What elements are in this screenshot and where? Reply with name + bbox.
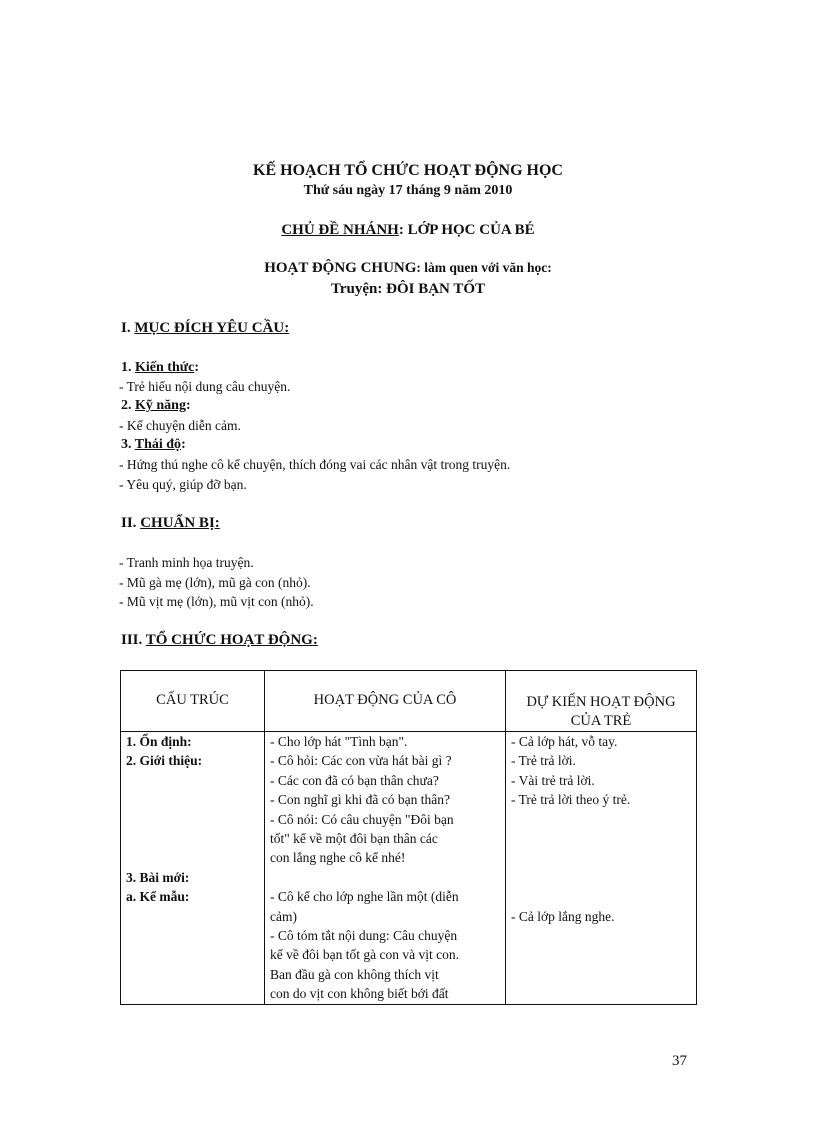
teacher-line: - Cô hỏi: Các con vừa hát bài gì ? <box>270 753 452 769</box>
skills-prefix: 2. <box>121 398 135 413</box>
attitude-suffix: : <box>181 437 186 452</box>
teacher-line: cảm) <box>270 908 297 924</box>
section-3-prefix: III. <box>121 632 146 648</box>
skills-suffix: : <box>185 398 191 413</box>
attitude-prefix: 3. <box>121 437 135 452</box>
teacher-line: - Cô kể cho lớp nghe lần một (diễn <box>270 889 459 905</box>
section-2-heading <box>121 515 220 532</box>
section-1-suffix: : <box>284 320 290 336</box>
teacher-line: - Cho lớp hát "Tình bạn". <box>270 734 408 749</box>
attitude-item: - Hứng thú nghe cô kể chuyện, thích đóng vai các nhân vật trong truyện. <box>119 457 511 472</box>
document-title: KẾ HOẠCH TỔ CHỨC HOẠT ĐỘNG HỌC <box>253 162 563 179</box>
structure-cell <box>121 732 265 1005</box>
teacher-line: con do vịt con không biết bới đất <box>270 986 449 1002</box>
topic-line <box>0 222 816 239</box>
section-1-prefix: I. <box>121 320 135 336</box>
section-3-heading <box>121 632 318 649</box>
section-2-title: CHUẨN BỊ <box>140 515 215 531</box>
document-date: Thứ sáu ngày 17 tháng 9 năm 2010 <box>303 183 513 198</box>
topic-value: : LỚP HỌC CỦA BÉ <box>398 222 535 238</box>
section-3-suffix: : <box>312 632 318 648</box>
children-line: - Cả lớp lắng nghe. <box>511 908 615 924</box>
structure-item: 2. Giới thiệu: <box>126 753 203 769</box>
section-1-heading <box>121 320 289 337</box>
structure-item: 1. Ổn định: <box>126 734 192 749</box>
section-2-suffix: : <box>214 515 220 531</box>
activity-table <box>120 670 697 1005</box>
children-line: - Cả lớp hát, vỗ tay. <box>511 734 618 749</box>
teacher-line: Ban đầu gà con không thích vịt <box>270 966 439 982</box>
topic-label: CHỦ ĐỀ NHÁNH <box>281 222 399 238</box>
children-line: - Vài trẻ trả lời. <box>511 772 595 788</box>
teacher-line: kể về đôi bạn tốt gà con và vịt con. <box>270 947 459 963</box>
children-line: - Trẻ trả lời. <box>511 753 576 769</box>
knowledge-label: Kiến thức <box>135 360 195 375</box>
attitude-label: Thái độ <box>134 437 182 452</box>
table-header-teacher: HOẠT ĐỘNG CỦA CÔ <box>265 671 506 732</box>
story-title: Truyện: ĐÔI BẠN TỐT <box>330 281 486 297</box>
teacher-line: con lắng nghe cô kể nhé! <box>270 850 406 866</box>
skills-heading <box>121 398 191 414</box>
teacher-line: - Con nghĩ gì khi đã có bạn thân? <box>270 792 450 808</box>
activity-value: : làm quen với văn học: <box>416 260 552 275</box>
teacher-activity-cell <box>265 732 506 1005</box>
activity-label: HOẠT ĐỘNG CHUNG <box>264 260 417 276</box>
attitude-item: - Yêu quý, giúp đỡ bạn. <box>119 477 247 492</box>
teacher-line: tốt" kể về một đôi bạn thân các <box>270 831 438 847</box>
preparation-item: - Mũ vịt mẹ (lớn), mũ vịt con (nhỏ). <box>119 594 314 609</box>
knowledge-heading <box>121 360 199 376</box>
knowledge-prefix: 1. <box>121 360 135 375</box>
section-1-title: MỤC ĐÍCH YÊU CẦU <box>134 320 285 336</box>
knowledge-suffix: : <box>194 360 200 375</box>
structure-item: 3. Bài mới: <box>126 869 190 885</box>
teacher-line: - Cô tóm tắt nội dung: Câu chuyện <box>270 928 458 944</box>
table-header-row <box>121 671 697 732</box>
section-2-prefix: II. <box>121 515 141 531</box>
teacher-line: - Cô nói: Có câu chuyện "Đôi bạn <box>270 811 454 827</box>
activity-line <box>0 260 816 277</box>
children-activity-cell <box>506 732 697 1005</box>
table-header-structure: CẤU TRÚC <box>121 671 265 732</box>
page-number: 37 <box>672 1053 687 1069</box>
preparation-item: - Mũ gà mẹ (lớn), mũ gà con (nhỏ). <box>119 575 311 590</box>
table-row <box>121 732 697 1005</box>
teacher-line: - Các con đã có bạn thân chưa? <box>270 772 439 788</box>
structure-item: a. Kể mẫu: <box>126 889 190 905</box>
attitude-heading <box>121 437 186 453</box>
knowledge-item: - Trẻ hiểu nội dung câu chuyện. <box>119 379 291 394</box>
skills-label: Kỹ năng <box>135 398 186 413</box>
children-line: - Trẻ trả lời theo ý trẻ. <box>511 792 631 808</box>
preparation-item: - Tranh minh họa truyện. <box>119 555 254 570</box>
skills-item: - Kể chuyện diễn cảm. <box>119 418 241 433</box>
section-3-title: TỔ CHỨC HOẠT ĐỘNG <box>145 632 313 648</box>
table-header-children: DỰ KIẾN HOẠT ĐỘNG CỦA TRẺ <box>506 671 697 732</box>
